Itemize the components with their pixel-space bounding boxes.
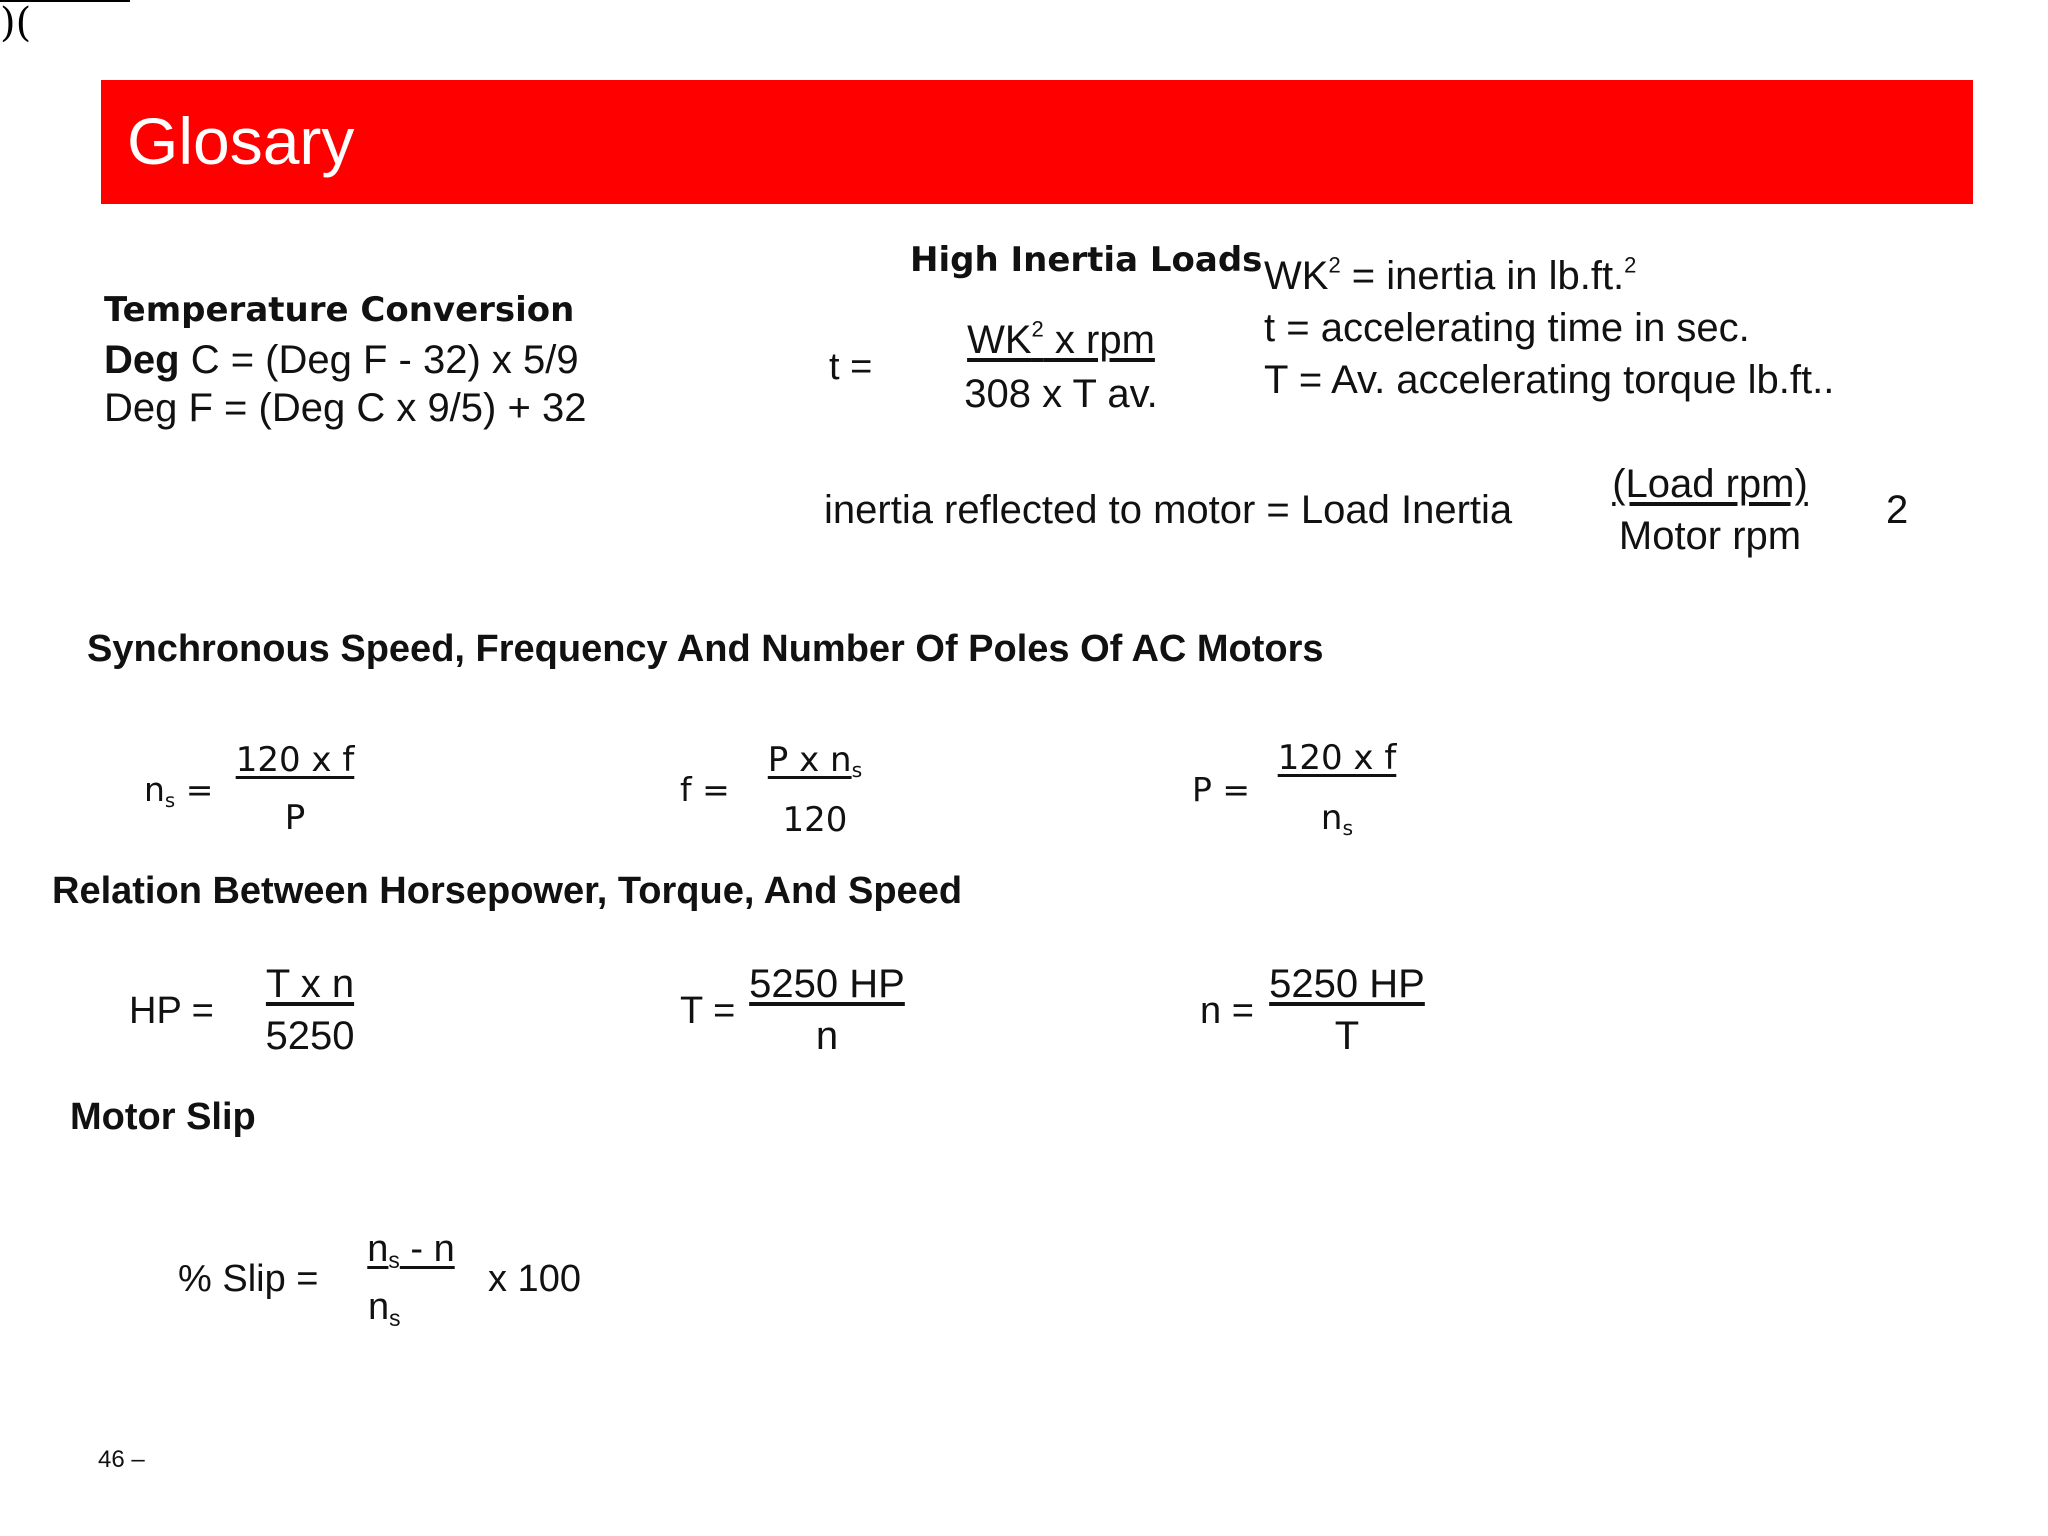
inertia-def-wk: WK [1264,254,1329,298]
ns-denominator: P [284,798,306,838]
corner-glyph: )( [0,0,32,46]
ns-numerator: 120 x f [235,740,355,780]
temperature-formula-c [104,338,579,383]
hp-numerator: T x n [265,962,355,1006]
temperature-formula-f: Deg F = (Deg C x 9/5) + 32 [104,386,587,430]
hp-label: HP = [129,990,214,1032]
inertia-def-sup: 2 [1328,252,1341,278]
ns-label-sub: s [164,788,176,812]
title-banner [101,80,1973,204]
hp-denominator: 5250 [265,1014,355,1058]
ns-label [144,770,214,812]
f-label: f = [680,770,730,809]
inertia-def-t: t = accelerating time in sec. [1264,306,1750,350]
inertia-ratio-numerator: (Load rpm) [1612,462,1808,506]
inertia-numerator-wk: WK [967,318,1032,362]
inertia-t-label: t = [829,346,873,388]
slip-numerator [356,1228,466,1271]
p-denominator-n: n [1320,798,1343,838]
p-denominator [1262,798,1412,841]
p-numerator: 120 x f [1277,738,1397,778]
inertia-def-wk2 [1264,254,1636,299]
page-title: Glosary [127,104,355,178]
f-numerator [740,740,890,783]
inertia-exponent: 2 [1886,488,1909,532]
inertia-numerator-sup: 2 [1031,316,1044,342]
synchronous-heading: Synchronous Speed, Frequency And Number Of Poles Of AC Motors [87,628,1324,670]
inertia-reflected-label: inertia reflected to motor = Load Inertia [824,488,1513,532]
horsepower-heading: Relation Between Horsepower, Torque, And Speed [52,870,963,912]
f-numerator-text: P x n [767,740,852,780]
inertia-def-torque: T = Av. accelerating torque lb.ft.. [1264,358,1835,402]
torque-label: T = [680,990,736,1032]
speed-numerator: 5250 HP [1269,962,1425,1006]
temperature-formula-c-rest: C = (Deg F - 32) x 5/9 [179,338,579,382]
temperature-formula-c-bold: Deg [104,338,180,382]
f-numerator-sub: s [851,758,863,783]
slip-denominator-n: n [368,1286,390,1328]
inertia-numerator-rpm: x rpm [1043,318,1155,362]
slip-denominator-sub: s [389,1304,401,1331]
inertia-def-sup2: 2 [1624,252,1637,278]
ns-label-eq: = [175,770,214,809]
f-denominator: 120 [782,800,848,840]
slip-multiplier: x 100 [488,1258,581,1300]
inertia-def-text: = inertia in lb.ft. [1340,254,1625,298]
speed-label: n = [1200,990,1254,1032]
ns-label-n: n [144,770,165,809]
p-denominator-sub: s [1342,816,1354,841]
inertia-denominator: 308 x T av. [964,372,1158,416]
page-number: 46 – [98,1446,145,1473]
speed-denominator: T [1334,1014,1360,1058]
torque-numerator: 5250 HP [749,962,905,1006]
inertia-numerator [956,318,1166,363]
slip-numerator-minus: - n [399,1228,455,1270]
slip-numerator-n: n [367,1228,389,1270]
inertia-ratio-denominator: Motor rpm [1618,514,1802,558]
slip-denominator [368,1286,401,1329]
inertia-heading: High Inertia Loads [910,240,1263,280]
p-label: P = [1192,770,1251,809]
torque-denominator: n [815,1014,839,1058]
slip-label: % Slip = [178,1258,319,1300]
slip-numerator-sub: s [388,1246,400,1273]
slip-heading: Motor Slip [70,1096,256,1138]
temperature-heading: Temperature Conversion [104,290,575,330]
